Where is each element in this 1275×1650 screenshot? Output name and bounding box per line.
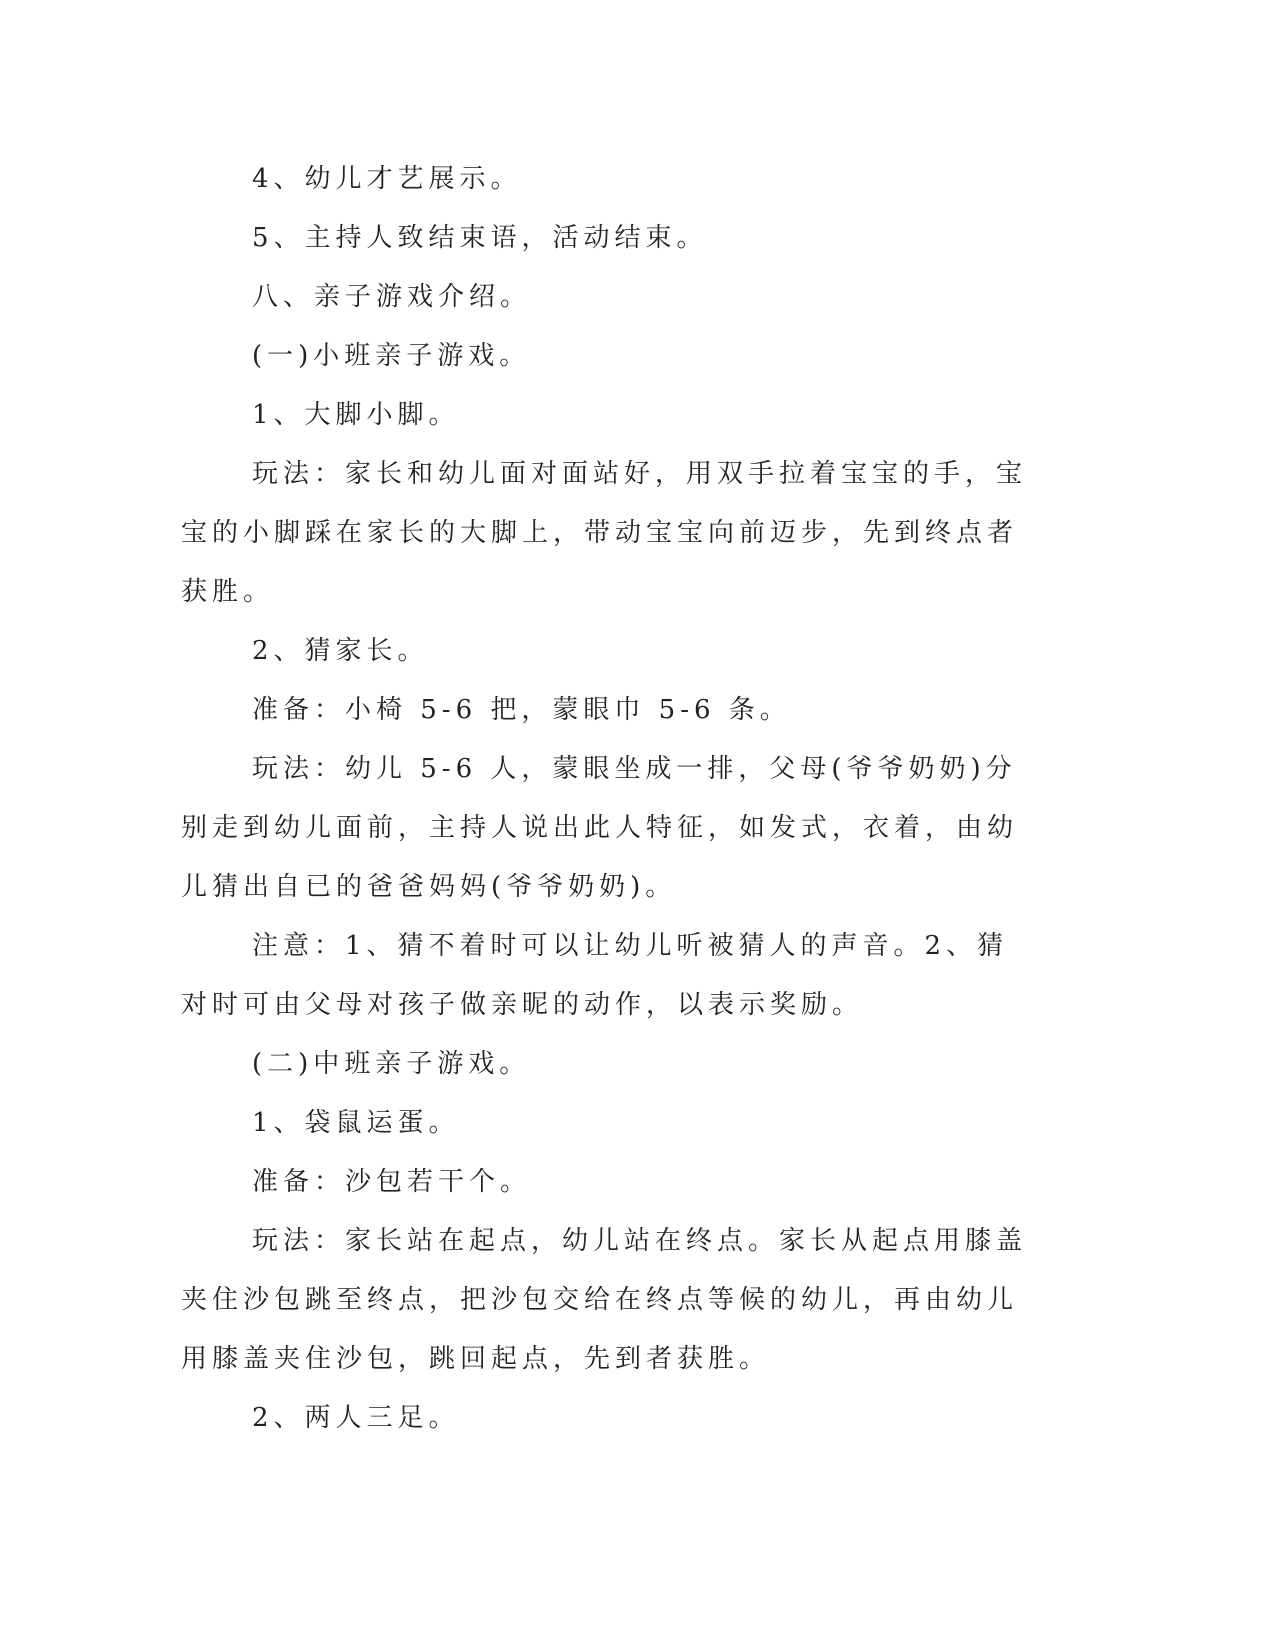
document-body: [181, 150, 1037, 1448]
game-preparation-paragraph: 准备：沙包若干个。: [252, 1167, 532, 1197]
game-rules-paragraph: 玩法：家长和幼儿面对面站好，用双手拉着宝宝的手，宝宝的小脚踩在家长的大脚上，带动宝宝向前迈步，先到终点者获胜。: [181, 459, 1028, 607]
list-item-closing-remarks: 5、主持人致结束语，活动结束。: [252, 223, 708, 253]
game-rules-paragraph: 玩法：家长站在起点，幼儿站在终点。家长从起点用膝盖夹住沙包跳至终点，把沙包交给在终点等候的幼儿，再由幼儿用膝盖夹住沙包，跳回起点，先到者获胜。: [181, 1226, 1028, 1374]
game-title-guess-parent: 2、猜家长。: [252, 636, 429, 666]
list-item-talent-show: 4、幼儿才艺展示。: [252, 164, 522, 194]
section-heading-games-intro: 八、亲子游戏介绍。: [252, 282, 532, 312]
game-rules-paragraph: 玩法：幼儿 5-6 人，蒙眼坐成一排，父母(爷爷奶奶)分别走到幼儿面前，主持人说出此人特征，如发式，衣着，由幼儿猜出自已的爸爸妈妈(爷爷奶奶)。: [181, 754, 1019, 902]
game-notes-paragraph: 注意：1、猜不着时可以让幼儿听被猜人的声音。2、猜对时可由父母对孩子做亲昵的动作，以表示奖励。: [181, 931, 1009, 1020]
game-title-three-legged: 2、两人三足。: [252, 1403, 460, 1433]
game-title-big-foot-small-foot: 1、大脚小脚。: [252, 400, 460, 430]
subsection-heading-middle-class: (二)中班亲子游戏。: [252, 1049, 531, 1079]
game-preparation-paragraph: 准备：小椅 5-6 把，蒙眼巾 5-6 条。: [252, 695, 791, 725]
game-title-kangaroo-egg: 1、袋鼠运蛋。: [252, 1108, 460, 1138]
subsection-heading-small-class: (一)小班亲子游戏。: [252, 341, 531, 371]
